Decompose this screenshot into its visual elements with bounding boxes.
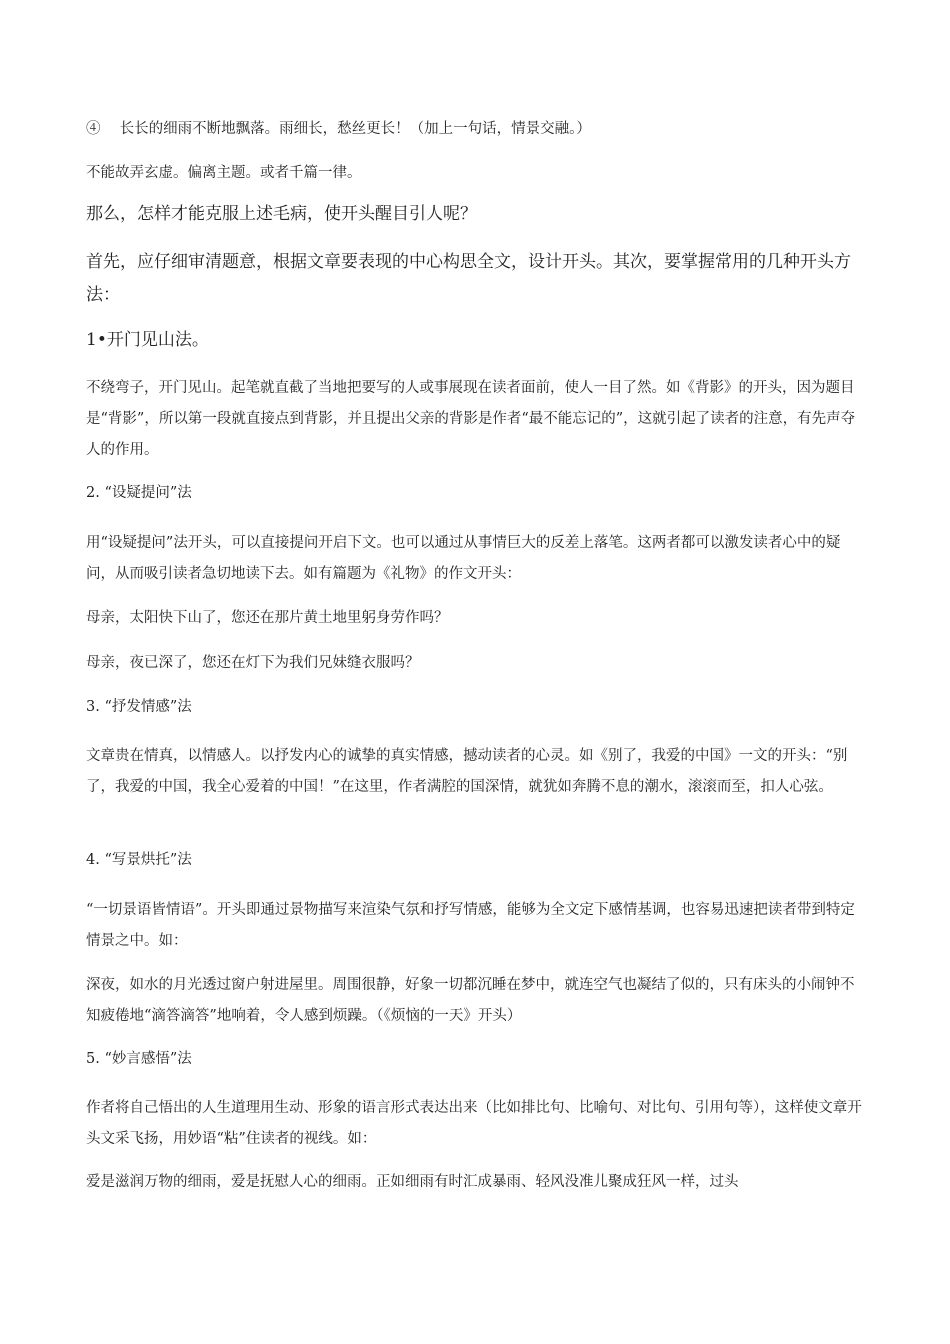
paragraph-method-3: 文章贵在情真，以情感人。以抒发内心的诚挚的真实情感，撼动读者的心灵。如《别了，我爱的中国》一文的开头：“别了，我爱的中国，我全心爱着的中国！”在这里，作者满腔的国深情，就犹如奔腾不息的潮水，滚滚而至，扣人心弦。: [86, 748, 848, 795]
heading-method-2: 2. “设疑提问”法: [86, 485, 192, 501]
heading-method-3: 3. “抒发情感”法: [86, 699, 192, 715]
paragraph-example-4: ④ 长长的细雨不断地飘落。雨细长，愁丝更长！（加上一句话，情景交融。）: [86, 121, 591, 137]
paragraph-method-4: “一切景语皆情语”。开头即通过景物描写来渲染气氛和抒写情感，能够为全文定下感情基调，也容易迅速把读者带到特定情景之中。如：: [86, 902, 855, 949]
paragraph-method-1: 不绕弯子，开门见山。起笔就直截了当地把要写的人或事展现在读者面前，使人一目了然。如《背影》的开头，因为题目是“背影”，所以第一段就直接点到背影，并且提出父亲的背影是作者“最不能忘记的”，这就引起了读者的注意，有先声夺人的作用。: [86, 380, 856, 458]
heading-method-5: 5. “妙言感悟”法: [86, 1051, 192, 1067]
paragraph-example-mother-1: 母亲，太阳快下山了，您还在那片黄土地里躬身劳作吗？: [86, 610, 449, 626]
paragraph-faults: 不能故弄玄虚。偏离主题。或者千篇一律。: [86, 165, 362, 181]
paragraph-intro: 首先，应仔细审清题意，根据文章要表现的中心构思全文，设计开头。其次，要掌握常用的几种开头方法：: [86, 252, 851, 305]
heading-method-1: 1•开门见山法。: [86, 330, 209, 350]
paragraph-example-love: 爱是滋润万物的细雨，爱是抚慰人心的细雨。正如细雨有时汇成暴雨、轻风没准儿聚成狂风一样，过头: [86, 1174, 739, 1190]
paragraph-example-night: 深夜，如水的月光透过窗户射进屋里。周围很静，好象一切都沉睡在梦中，就连空气也凝结了似的，只有床头的小闹钟不知疲倦地“滴答滴答”地响着，令人感到烦躁。（《烦恼的一天》开头）: [86, 977, 855, 1024]
paragraph-method-2: 用“设疑提问”法开头，可以直接提问开启下文。也可以通过从事情巨大的反差上落笔。这两者都可以激发读者心中的疑问，从而吸引读者急切地读下去。如有篇题为《礼物》的作文开头：: [86, 535, 841, 582]
paragraph-method-5: 作者将自己悟出的人生道理用生动、形象的语言形式表达出来（比如排比句、比喻句、对比句、引用句等），这样使文章开头文采飞扬，用妙语“粘”住读者的视线。如：: [86, 1100, 862, 1147]
heading-method-4: 4. “写景烘托”法: [86, 852, 192, 868]
paragraph-question: 那么，怎样才能克服上述毛病，使开头醒目引人呢？: [86, 204, 477, 224]
paragraph-example-mother-2: 母亲，夜已深了，您还在灯下为我们兄妹缝衣服吗？: [86, 655, 420, 671]
